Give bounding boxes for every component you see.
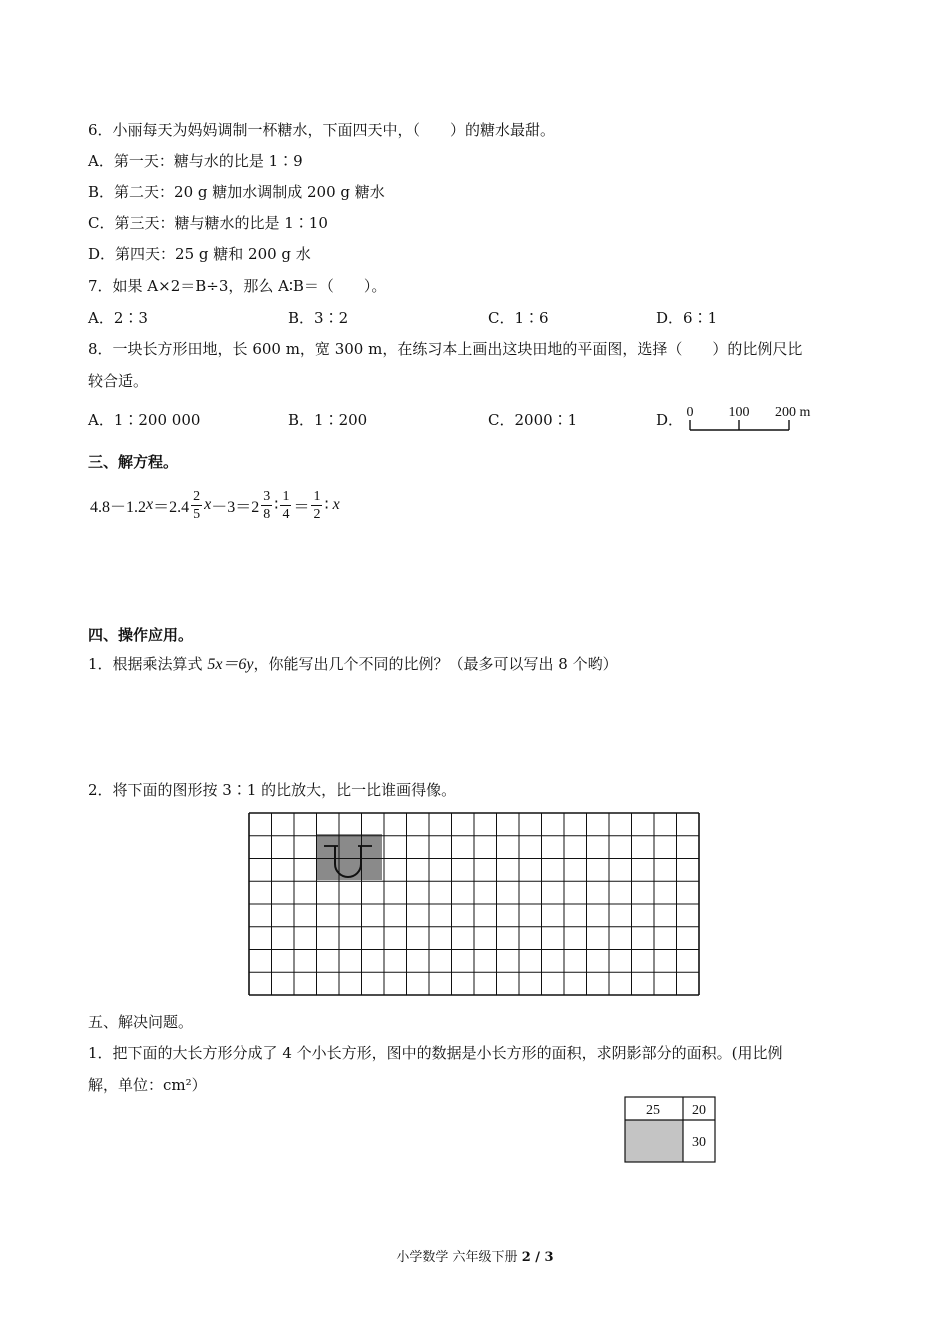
eq-var-x: x [146, 496, 154, 513]
q8-option-a: A．1∶200 000 [88, 411, 201, 429]
q6-option-a: A．第一天：糖与水的比是 1∶9 [88, 152, 303, 170]
section4-title: 四、操作应用。 [88, 626, 194, 644]
eq-equals: ＝ [293, 498, 310, 516]
scale-label-0: 0 [686, 405, 694, 420]
fraction-denominator: 5 [193, 506, 201, 522]
eq-var-x2: x [204, 496, 212, 513]
scale-label-100: 100 [728, 405, 750, 420]
area-rectangle-diagram [624, 1096, 718, 1164]
fraction-1-2 [311, 488, 322, 523]
fraction-denominator: 2 [313, 506, 321, 522]
q6-option-c: C．第三天：糖与糖水的比是 1∶10 [88, 214, 328, 232]
page-number: 2 / 3 [521, 1250, 554, 1265]
q8-option-c: C．2000∶1 [488, 411, 578, 429]
eq-part2: ＝2.4 [153, 498, 190, 516]
fraction-2-5 [191, 488, 202, 523]
shaded-figure-background [316, 834, 382, 880]
section5-title: 五、解决问题。 [88, 1013, 194, 1031]
fraction-1-4 [280, 488, 291, 523]
area-top-left: 25 [646, 1103, 660, 1118]
q8-option-b: B．1∶200 [288, 411, 368, 429]
page-footer [0, 1246, 950, 1265]
q7-option-c: C．1∶6 [488, 309, 549, 327]
eq-part3: －3＝2 [211, 498, 260, 516]
area-top-right: 20 [692, 1103, 706, 1118]
section5-q1-line1: 1．把下面的大长方形分成了 4 个小长方形，图中的数据是小长方形的面积，求阴影部分的面积。(用比例 [88, 1044, 783, 1062]
scale-bar [684, 400, 834, 436]
section4-q1-prefix: 1．根据乘法算式 [88, 655, 208, 673]
fraction-numerator: 1 [313, 488, 321, 504]
section4-q1-formula: 5x＝6y [207, 656, 254, 673]
fraction-numerator: 3 [263, 488, 271, 504]
eq-var-x3: x [332, 496, 340, 513]
q8-stem-line2: 较合适。 [88, 372, 149, 390]
section4-q2: 2．将下面的图形按 3∶1 的比放大，比一比谁画得像。 [88, 781, 457, 799]
eq-colon2: ∶ [324, 497, 329, 514]
q7-option-b: B．3∶2 [288, 309, 349, 327]
fraction-3-8 [261, 488, 272, 523]
scale-label-200: 200 m [775, 405, 811, 420]
shaded-area [625, 1120, 683, 1162]
eq-part1: 4.8－1.2 [90, 498, 147, 516]
q7-stem: 7．如果 A×2＝B÷3，那么 A∶B＝（ ）。 [88, 277, 387, 295]
section4-q1-suffix: ，你能写出几个不同的比例？（最多可以写出 8 个哟） [253, 655, 618, 673]
fraction-denominator: 8 [263, 506, 271, 522]
eq-colon1: ∶ [274, 497, 279, 514]
q8-option-d: D． [656, 411, 684, 429]
square-grid [248, 812, 700, 996]
equation-row [90, 482, 340, 528]
footer-text: 小学数学 六年级下册 [396, 1250, 522, 1265]
q6-option-b: B．第二天：20 g 糖加水调制成 200 g 糖水 [88, 183, 385, 201]
fraction-numerator: 2 [193, 488, 201, 504]
q6-option-d: D．第四天：25 g 糖和 200 g 水 [88, 245, 311, 263]
q6-stem: 6．小丽每天为妈妈调制一杯糖水，下面四天中，（ ）的糖水最甜。 [88, 121, 556, 139]
q8-stem-line1: 8．一块长方形田地，长 600 m，宽 300 m，在练习本上画出这块田地的平面图，选择（ ）的比例尺比 [88, 340, 803, 358]
fraction-numerator: 1 [282, 488, 290, 504]
fraction-denominator: 4 [282, 506, 290, 522]
section5-q1-line2: 解，单位：cm²） [88, 1076, 207, 1094]
section4-q1 [88, 654, 618, 675]
q7-option-d: D．6∶1 [656, 309, 718, 327]
section3-title: 三、解方程。 [88, 453, 179, 471]
q7-option-a: A．2∶3 [88, 309, 148, 327]
area-bottom-right: 30 [692, 1135, 706, 1150]
